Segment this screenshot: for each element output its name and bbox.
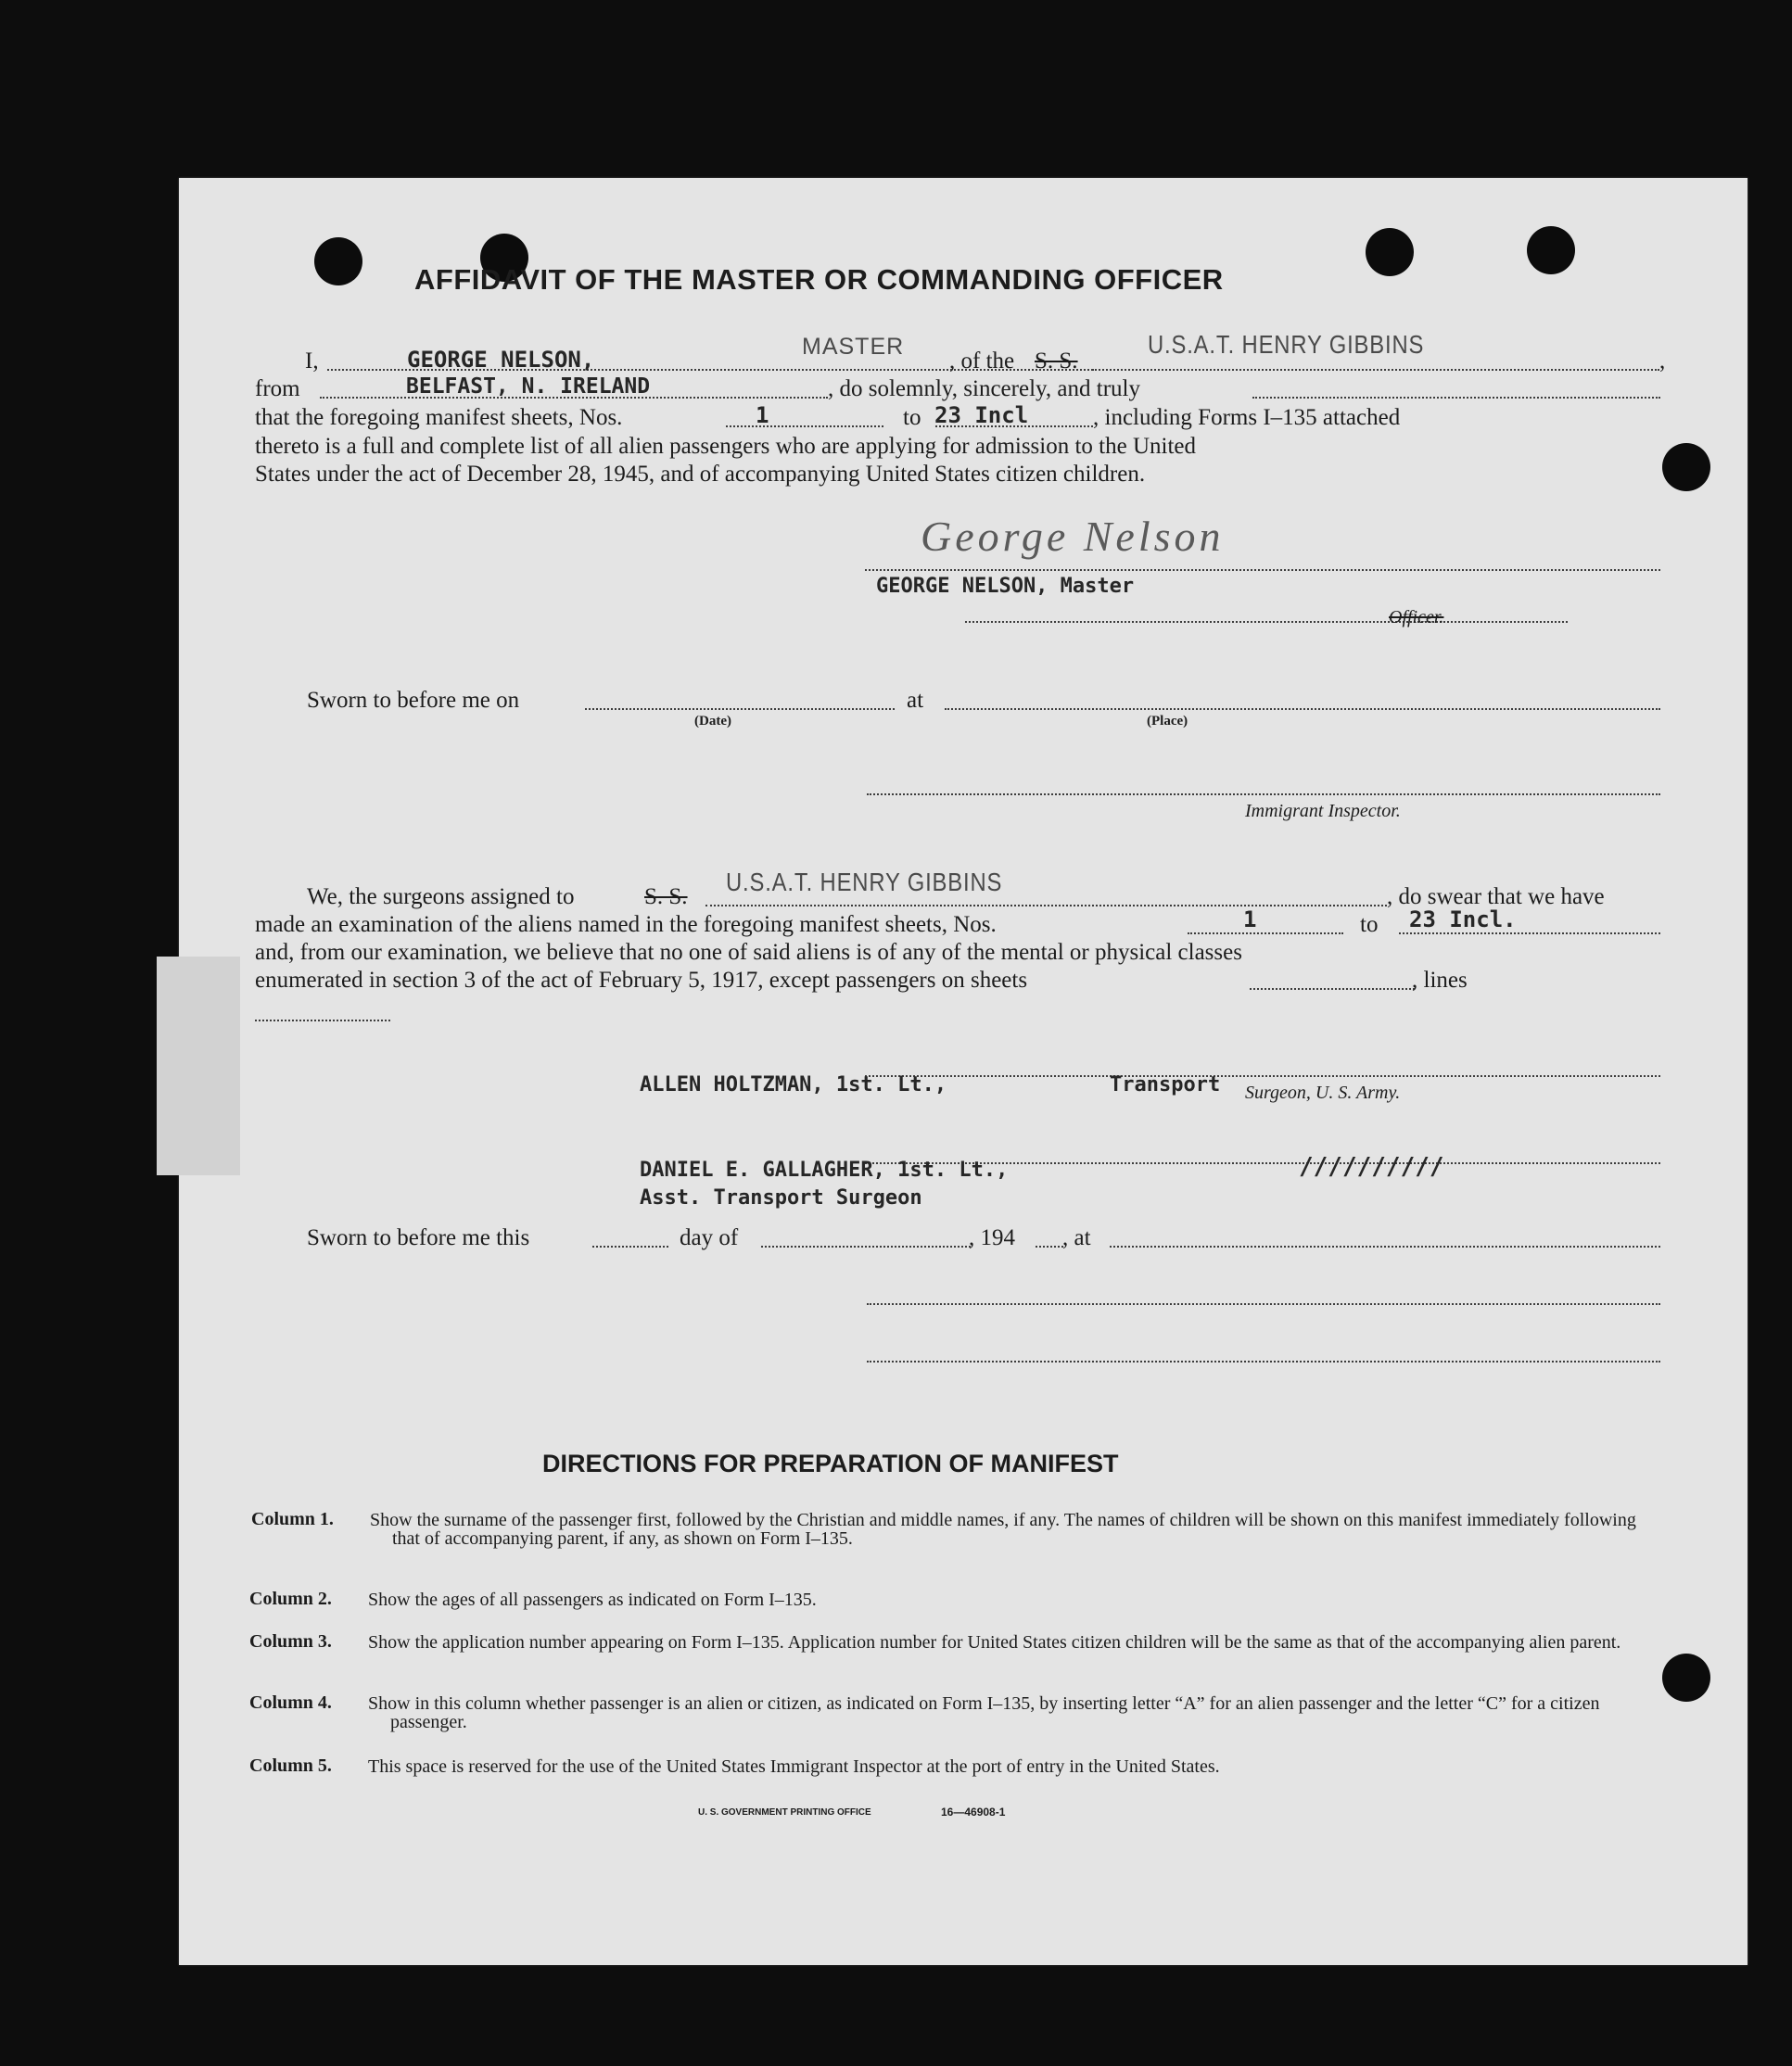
day-of-label: day of (680, 1225, 739, 1250)
punch-hole (1366, 228, 1414, 276)
directions-title: DIRECTIONS FOR PREPARATION OF MANIFEST (542, 1450, 1119, 1477)
officer-line (965, 621, 1568, 623)
surgeon1-caption: Surgeon, U. S. Army. (1245, 1083, 1401, 1103)
column-label: Column 1. (251, 1509, 334, 1529)
place-caption: (Place) (1147, 714, 1188, 729)
sworn-place-line (1110, 1246, 1660, 1248)
column-label: Column 3. (249, 1631, 332, 1652)
surgeons-text: enumerated in section 3 of the act of February 5, 1917, except passengers on sheets (255, 968, 1028, 993)
sworn-at-label: at (907, 688, 924, 713)
from-label: from (255, 376, 300, 401)
of-the-label: , of the (949, 349, 1015, 374)
year-label: , 194 (969, 1225, 1015, 1250)
column-text: Show the surname of the passenger first, followed by the Christian and middle names, if any. The names of children will be shown on this manifest immediately following that of accompanying parent, if any, as shown on Form I–135. (370, 1510, 1636, 1549)
inspector-line (867, 1303, 1660, 1305)
signer-name: GEORGE NELSON, Master (876, 575, 1135, 598)
sworn-label: Sworn to before me this (307, 1225, 530, 1250)
punch-hole (314, 237, 362, 285)
column-label: Column 4. (249, 1692, 332, 1713)
to-label: to (1360, 912, 1379, 937)
lines-label: , lines (1412, 968, 1468, 993)
surgeons-sheet-to: 23 Incl. (1409, 906, 1517, 932)
to-label: to (903, 405, 921, 430)
page-title: AFFIDAVIT OF THE MASTER OR COMMANDING OFFICER (414, 263, 1224, 296)
solemnly-line (1252, 397, 1660, 399)
column-text: Show in this column whether passenger is an alien or citizen, as indicated on Form I–135, by inserting letter “A” for an alien passenger and the letter “C” for a citizen passenger. (368, 1693, 1600, 1732)
punch-hole (1662, 443, 1710, 491)
affidavit-text: thereto is a full and complete list of all alien passengers who are applying for admission to the United (255, 434, 1197, 459)
solemnly-text: , do solemnly, sincerely, and truly (828, 376, 1140, 401)
ss-struck: S. S. (1035, 349, 1078, 374)
surgeon1-title: Transport (1110, 1073, 1221, 1096)
sworn-day-line (592, 1246, 668, 1248)
comma: , (1659, 349, 1666, 374)
except-sheets-line (1250, 988, 1415, 990)
surgeons-text: We, the surgeons assigned to (307, 884, 575, 909)
surgeons-from-line (1188, 932, 1343, 934)
surgeon1-name: ALLEN HOLTZMAN, 1st. Lt., (640, 1073, 947, 1096)
ship-line (1092, 369, 1659, 371)
column-label: Column 2. (249, 1589, 332, 1609)
forms-text: , including Forms I–135 attached (1093, 405, 1401, 430)
affidavit-sheet (179, 178, 1748, 1965)
port-of-departure: BELFAST, N. IRELAND (406, 374, 651, 399)
lines-continued (255, 1020, 390, 1021)
surgeons-to-line (1399, 932, 1660, 934)
sworn-label: Sworn to before me on (307, 688, 520, 713)
sworn-date-line (585, 708, 895, 710)
surgeons-sheet-from: 1 (1243, 906, 1257, 932)
surgeon2-title: Asst. Transport Surgeon (640, 1186, 922, 1210)
affidavit-text: States under the act of December 28, 1945, and of accompanying United States citizen children. (255, 462, 1146, 487)
ship-stamp: U.S.A.T. HENRY GIBBINS (726, 868, 1003, 896)
i-label: I, (305, 349, 319, 374)
master-signature: George Nelson (921, 513, 1225, 560)
surgeons-text: and, from our examination, we believe that no one of said aliens is of any of the mental or physical classes (255, 940, 1242, 965)
sheet-from-line (726, 425, 883, 427)
swear-text: , do swear that we have (1387, 884, 1605, 909)
printer-imprint: U. S. GOVERNMENT PRINTING OFFICE (698, 1807, 871, 1818)
date-caption: (Date) (694, 714, 731, 729)
manifest-sheets-text: that the foregoing manifest sheets, Nos. (255, 405, 623, 430)
column-label: Column 5. (249, 1755, 332, 1776)
surgeon2-name: DANIEL E. GALLAGHER, 1st. Lt., (640, 1159, 1009, 1182)
sworn-place-line (945, 708, 1660, 710)
surgeon1-line (865, 1075, 1660, 1077)
inspector-line (867, 793, 1660, 795)
signature-line (865, 569, 1660, 571)
sheet-to: 23 Incl (934, 402, 1029, 428)
sworn-year-line (1036, 1246, 1063, 1248)
rank-stamp: MASTER (802, 334, 905, 360)
surgeons-ship-line (705, 905, 1387, 906)
punch-hole (1662, 1654, 1710, 1702)
ss-struck: S. S. (644, 884, 688, 909)
sworn-at-label: , at (1062, 1225, 1091, 1250)
inspector-line (867, 1361, 1660, 1363)
sheet-from: 1 (756, 402, 769, 428)
inspector-caption: Immigrant Inspector. (1245, 801, 1401, 821)
surgeon2-struck: ////////// (1299, 1153, 1444, 1181)
sworn-month-line (761, 1246, 971, 1248)
punch-hole (1527, 226, 1575, 274)
column-text: This space is reserved for the use of the United States Immigrant Inspector at the port of entry in the United States. (368, 1756, 1220, 1777)
officer-struck: Officer. (1389, 607, 1444, 627)
column-text: Show the ages of all passengers as indicated on Form I–135. (368, 1590, 817, 1610)
ship-stamp: U.S.A.T. HENRY GIBBINS (1148, 330, 1425, 359)
form-number: 16—46908-1 (941, 1806, 1006, 1819)
surgeons-text: made an examination of the aliens named in the foregoing manifest sheets, Nos. (255, 912, 997, 937)
column-text: Show the application number appearing on Form I–135. Application number for United States citizen children will be the same as that of the accompanying alien parent. (368, 1632, 1621, 1653)
master-name: GEORGE NELSON, (407, 347, 595, 373)
paper-tab (157, 957, 240, 1175)
